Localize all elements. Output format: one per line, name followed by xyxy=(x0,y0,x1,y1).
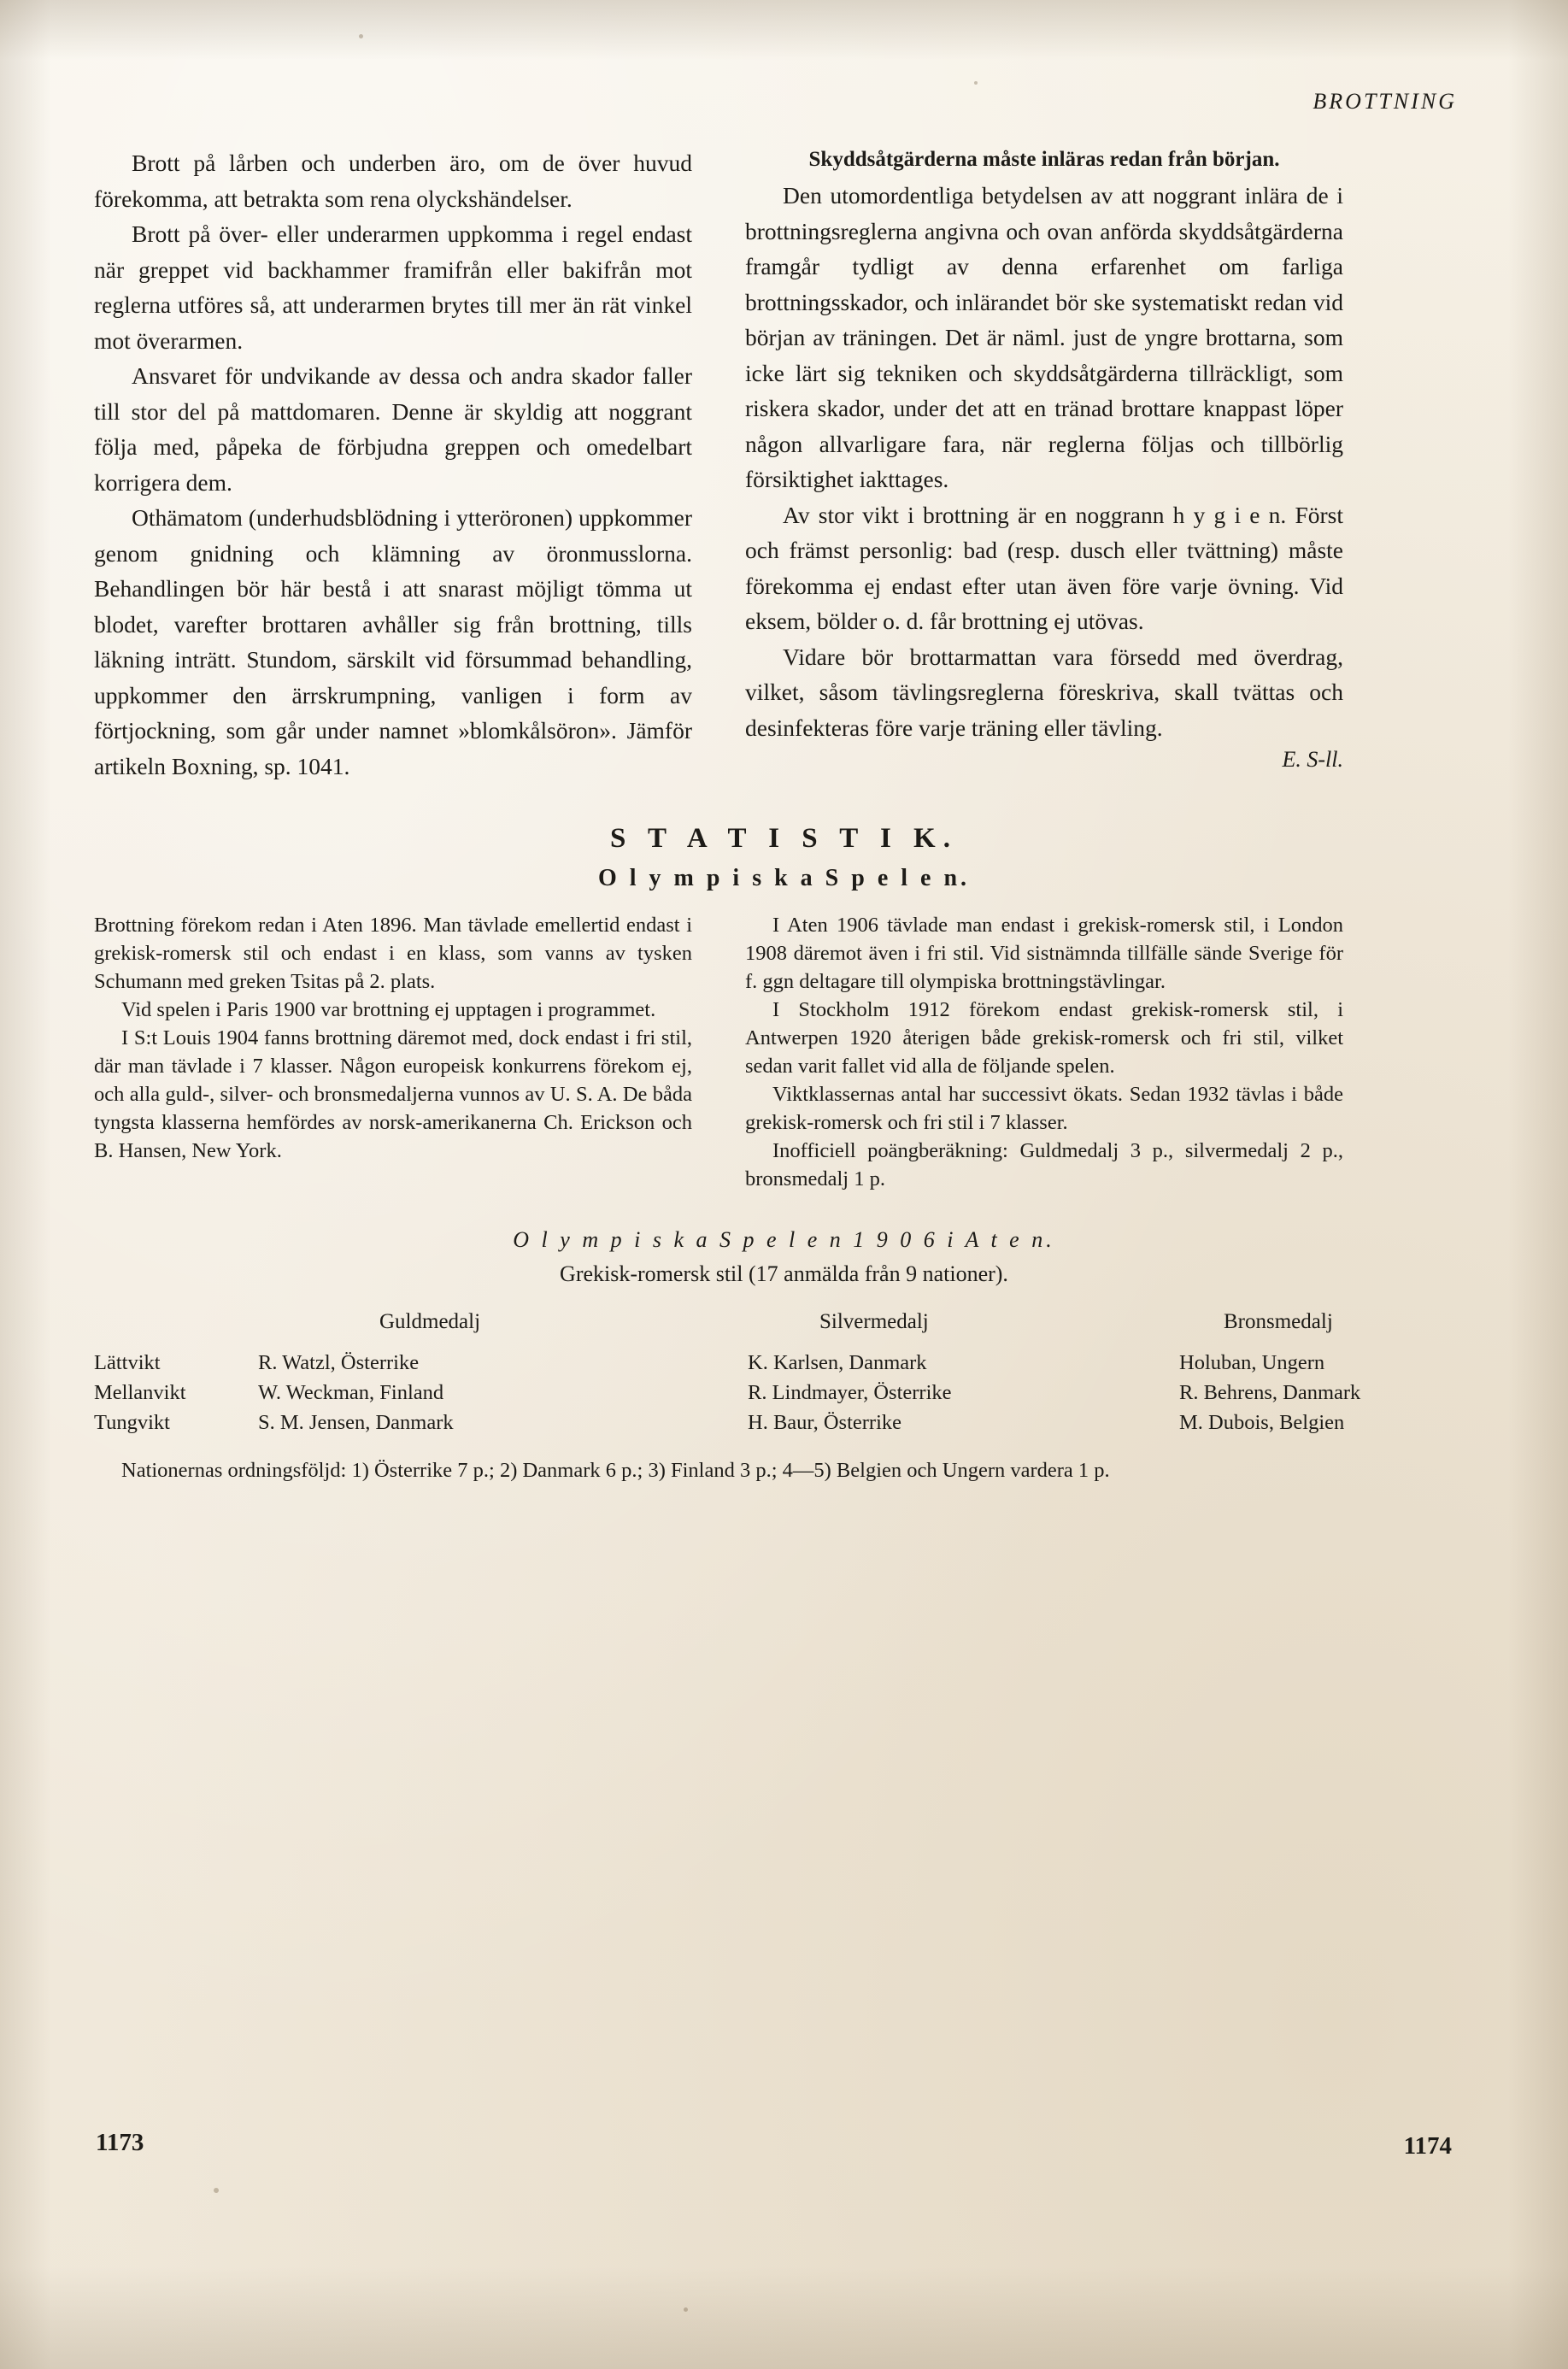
cell-weight-class: Mellanvikt xyxy=(94,1381,186,1404)
games-title: O l y m p i s k a S p e l e n 1 9 0 6 i A t e n. xyxy=(513,1227,1055,1252)
paper-speck xyxy=(359,34,363,38)
paragraph: I Aten 1906 tävlade man endast i grekisk-romersk stil, i London 1908 däremot även i fri stil. Vid sistnämnda tillfälle sände Sverige för f. ggn deltagare till olympiska brottningstävlingar. xyxy=(745,914,1343,993)
author-signature: E. S-ll. xyxy=(1282,747,1343,772)
page-edge-shading-top xyxy=(0,0,1568,60)
medal-table-note: Nationernas ordningsföljd: 1) Österrike 7 p.; 2) Danmark 6 p.; 3) Finland 3 p.; 4—5) Belgien och Ungern vardera 1 p. xyxy=(121,1459,1110,1482)
statistik-subtitle: O l y m p i s k a S p e l e n. xyxy=(597,865,971,891)
paragraph: Brott på över- eller underarmen uppkomma i regel endast när greppet vid backhammer framifrån eller bakifrån mot reglerna utföres så, att underarmen brytes till mer än rät vinkel mot överarmen. xyxy=(94,220,692,354)
column-header-gold: Guldmedalj xyxy=(379,1310,481,1333)
column-header-bronze: Bronsmedalj xyxy=(1224,1310,1333,1333)
cell-bronze: Holuban, Ungern xyxy=(1179,1351,1325,1374)
cell-silver: R. Lindmayer, Österrike xyxy=(748,1381,952,1404)
paragraph: Vid spelen i Paris 1900 var brottning ej upptagen i programmet. xyxy=(121,998,656,1021)
table-header-row xyxy=(94,1309,1474,1348)
running-head: BROTTNING xyxy=(1313,89,1457,114)
paragraph: Viktklassernas antal har successivt ökats. Sedan 1932 tävlas i både grekisk-romersk och fri stil i 7 klasser. xyxy=(745,1083,1343,1134)
medal-table-head xyxy=(94,1309,1474,1348)
paragraph: Ansvaret för undvikande av dessa och andra skador faller till stor del på mattdomaren. Denne är skyldig att noggrant följa med, påpeka de förbjudna greppen och omedelbart korrigera dem. xyxy=(94,362,692,496)
paper-speck xyxy=(684,2307,688,2312)
cell-gold: W. Weckman, Finland xyxy=(258,1381,444,1404)
cell-gold: S. M. Jensen, Danmark xyxy=(258,1411,454,1434)
medal-table xyxy=(94,1309,1474,1437)
cell-bronze: R. Behrens, Danmark xyxy=(1179,1381,1361,1404)
cell-weight-class: Tungvikt xyxy=(94,1411,170,1434)
page-edge-shading-right xyxy=(1508,0,1568,2369)
cell-weight-class: Lättvikt xyxy=(94,1351,161,1374)
section-heading: Skyddsåtgärderna måste inläras redan från början. xyxy=(808,148,1280,171)
folio-left: 1173 xyxy=(96,2129,144,2156)
column-header-weight-class xyxy=(94,1309,258,1348)
folio-right: 1174 xyxy=(1403,2132,1452,2160)
page-content xyxy=(94,145,1474,1484)
page-edge-shading-bottom xyxy=(0,2266,1568,2369)
statistik-title: S T A T I S T I K. xyxy=(610,823,958,854)
paragraph: Brottning förekom redan i Aten 1896. Man tävlade emellertid endast i grekisk-romersk stil och endast i en klass, som vanns av tysken Schumann med greken Tsitas på 2. plats. xyxy=(94,914,692,993)
paragraph: Av stor vikt i brottning är en noggrann h y g i e n. Först och främst personlig: bad (resp. dusch eller tvättning) måste förekomma ej endast efter utan även före varje övning. Vid eksem, bölder o. d. får brottning ej utövas. xyxy=(745,501,1343,634)
paragraph: Den utomordentliga betydelsen av att noggrant inlära de i brottningsreglerna angivna och ovan anförda skyddsåtgärderna framgår tydligt av denna erfarenhet om farliga brottningsskador, och inlärandet bör ske systematiskt redan vid början av träningen. Det är näml. just de yngre brottarna, som icke lärt sig tekniken och skyddsåtgärderna tillräckligt, som riskera skador, under det att en tränad brottare knappast löper någon allvarligare fara, när reglerna följas och tillbörlig försiktighet iakttages. xyxy=(745,182,1343,492)
table-row xyxy=(94,1408,1474,1437)
paragraph: I S:t Louis 1904 fanns brottning däremot med, dock endast i fri stil, där man tävlade i 7 klasser. Någon europeisk konkurrens förekom ej, och alla guld-, silver- och bronsmedaljerna vunnos av U. S. A. De båda tyngsta klasserna hemfördes av norsk-amerikanerna Ch. Erickson och B. Hansen, New York. xyxy=(94,1026,692,1162)
paragraph: Brott på lårben och underben äro, om de över huvud förekomma, att betrakta som rena olyckshändelser. xyxy=(94,150,692,212)
paragraph: Vidare bör brottarmattan vara försedd med överdrag, vilket, såsom tävlingsreglerna föreskriva, skall tvättas och desinfekteras före varje träning eller tävling. xyxy=(745,643,1343,741)
paper-speck xyxy=(974,81,978,85)
cell-silver: H. Baur, Österrike xyxy=(748,1411,901,1434)
statistik-left-column xyxy=(94,911,692,1193)
left-column xyxy=(94,145,692,784)
statistik-right-column xyxy=(745,911,1343,1193)
page-edge-shading-left xyxy=(0,0,51,2369)
cell-gold: R. Watzl, Österrike xyxy=(258,1351,420,1374)
cell-silver: K. Karlsen, Danmark xyxy=(748,1351,927,1374)
paragraph: Othämatom (underhudsblödning i ytteröronen) uppkommer genom gnidning och klämning av öronmusslorna. Behandlingen bör här bestå i att snarast möjligt tömma ut blodet, varefter brottaren avhåller sig från brottning, tills läkning inträtt. Stundom, särskilt vid försummad behandling, uppkommer den ärrskrumpning, vanligen i form av förtjockning, som går under namnet »blomkålsöron». Jämför artikeln Boxning, sp. 1041. xyxy=(94,504,692,779)
table-row xyxy=(94,1348,1474,1378)
table-row xyxy=(94,1378,1474,1408)
paper-speck xyxy=(214,2188,219,2193)
statistik-two-column-section xyxy=(94,911,1474,1193)
paragraph: I Stockholm 1912 förekom endast grekisk-romersk stil, i Antwerpen 1920 återigen både grekisk-romersk och fri stil, vilket sedan varit fallet vid alla de följande spelen. xyxy=(745,998,1343,1078)
games-subtitle: Grekisk-romersk stil (17 anmälda från 9 nationer). xyxy=(560,1261,1008,1286)
paragraph: Inofficiell poängberäkning: Guldmedalj 3 p., silvermedalj 2 p., bronsmedalj 1 p. xyxy=(745,1139,1343,1190)
cell-bronze: M. Dubois, Belgien xyxy=(1179,1411,1345,1434)
right-column xyxy=(745,145,1343,784)
main-two-column-section xyxy=(94,145,1474,784)
column-header-silver: Silvermedalj xyxy=(819,1310,929,1333)
medal-table-body xyxy=(94,1348,1474,1437)
